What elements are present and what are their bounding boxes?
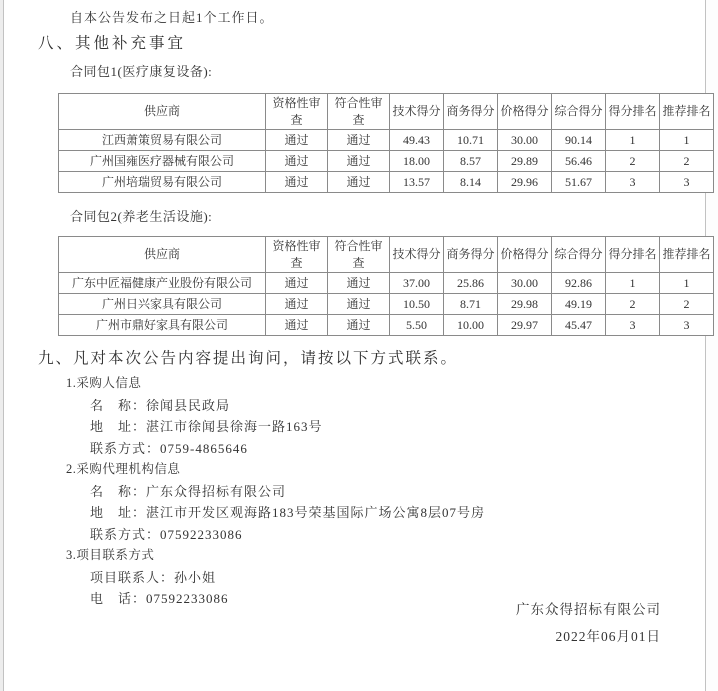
table-cell: 5.50	[390, 315, 444, 336]
purchaser-info-block	[4, 373, 705, 459]
column-header: 得分排名	[606, 94, 660, 130]
table-cell: 通过	[328, 172, 390, 193]
supplier-name-cell: 广州培瑞贸易有限公司	[59, 172, 266, 193]
column-header: 商务得分	[444, 94, 498, 130]
signature-block	[516, 596, 661, 650]
agency-address-line	[90, 502, 705, 524]
signature-org: 广东众得招标有限公司	[516, 602, 661, 617]
package-2-label: 合同包2(养老生活设施):	[70, 209, 213, 224]
table-cell: 通过	[328, 315, 390, 336]
table-cell: 29.96	[498, 172, 552, 193]
column-header: 符合性审查	[328, 94, 390, 130]
table-cell: 2	[606, 151, 660, 172]
column-header: 技术得分	[390, 237, 444, 273]
supplier-name-cell: 江西萧策贸易有限公司	[59, 130, 266, 151]
table-cell: 37.00	[390, 273, 444, 294]
table-cell: 25.86	[444, 273, 498, 294]
document-page	[3, 0, 711, 691]
field-label: 名 称：	[90, 483, 147, 499]
field-label: 地 址：	[90, 419, 147, 434]
agency-phone-line	[90, 524, 705, 546]
table-cell: 90.14	[552, 130, 606, 151]
column-header: 资格性审查	[266, 94, 328, 130]
table-cell: 51.67	[552, 172, 606, 193]
table-cell: 3	[660, 315, 714, 336]
section-8-heading: 八、其他补充事宜	[38, 35, 187, 52]
field-value: 07592233086	[146, 591, 229, 606]
agency-name-line	[90, 481, 705, 503]
table-cell: 2	[660, 294, 714, 315]
field-value: 孙小姐	[174, 569, 217, 585]
table-cell: 通过	[266, 294, 328, 315]
field-label: 名 称：	[90, 397, 147, 413]
column-header: 推荐排名	[660, 94, 714, 130]
table-cell: 29.89	[498, 151, 552, 172]
supplier-name-cell: 广东中匠福健康产业股份有限公司	[59, 273, 266, 294]
field-label: 联系方式：	[90, 440, 161, 456]
table-cell: 10.50	[390, 294, 444, 315]
table-cell: 49.43	[390, 130, 444, 151]
table-cell: 3	[660, 172, 714, 193]
field-value: 徐闻县民政局	[146, 397, 231, 413]
column-header: 价格得分	[498, 94, 552, 130]
supplier-name-cell: 广州市鼎好家具有限公司	[59, 315, 266, 336]
table-row	[59, 273, 714, 294]
package-1-score-table	[58, 93, 714, 193]
table-cell: 49.19	[552, 294, 606, 315]
column-header: 供应商	[59, 94, 266, 130]
table-cell: 30.00	[498, 273, 552, 294]
purchaser-address-line	[90, 416, 705, 438]
section-9-heading: 九、凡对本次公告内容提出询问，请按以下方式联系。	[38, 350, 459, 367]
table-cell: 8.14	[444, 172, 498, 193]
table-row	[59, 130, 714, 151]
table-cell: 1	[660, 130, 714, 151]
table-cell: 通过	[266, 130, 328, 151]
table-cell: 8.71	[444, 294, 498, 315]
supplier-name-cell: 广州日兴家具有限公司	[59, 294, 266, 315]
package-2-score-table	[58, 236, 714, 336]
field-label: 电 话：	[90, 591, 147, 606]
column-header: 推荐排名	[660, 237, 714, 273]
column-header: 供应商	[59, 237, 266, 273]
column-header: 符合性审查	[328, 237, 390, 273]
table-cell: 30.00	[498, 130, 552, 151]
table-row	[59, 151, 714, 172]
table-cell: 2	[606, 294, 660, 315]
table-cell: 1	[660, 273, 714, 294]
field-label: 联系方式：	[90, 526, 161, 542]
package-1-label: 合同包1(医疗康复设备):	[70, 64, 213, 79]
table-cell: 10.00	[444, 315, 498, 336]
column-header: 商务得分	[444, 237, 498, 273]
header-row	[59, 237, 714, 273]
table-cell: 通过	[328, 130, 390, 151]
table-cell: 1	[606, 130, 660, 151]
field-label: 地 址：	[90, 505, 147, 520]
table-cell: 29.97	[498, 315, 552, 336]
project-contact-person-line	[90, 567, 705, 589]
table-cell: 45.47	[552, 315, 606, 336]
purchaser-phone-line	[90, 438, 705, 460]
table-cell: 通过	[266, 315, 328, 336]
table-cell: 29.98	[498, 294, 552, 315]
table-cell: 通过	[328, 151, 390, 172]
table-cell: 1	[606, 273, 660, 294]
table-row	[59, 172, 714, 193]
table-cell: 92.86	[552, 273, 606, 294]
agency-info-heading: 2.采购代理机构信息	[66, 462, 181, 476]
table-cell: 18.00	[390, 151, 444, 172]
column-header: 技术得分	[390, 94, 444, 130]
table-cell: 2	[660, 151, 714, 172]
field-value: 广东众得招标有限公司	[146, 483, 287, 499]
table-cell: 通过	[266, 273, 328, 294]
field-value: 湛江市开发区观海路183号荣基国际广场公寓8层07号房	[146, 505, 486, 520]
notice-validity-text: 自本公告发布之日起1个工作日。	[70, 10, 274, 25]
table-row	[59, 294, 714, 315]
table-cell: 13.57	[390, 172, 444, 193]
table-cell: 3	[606, 172, 660, 193]
field-value: 湛江市徐闻县徐海一路163号	[146, 419, 323, 434]
column-header: 价格得分	[498, 237, 552, 273]
column-header: 得分排名	[606, 237, 660, 273]
table-cell: 3	[606, 315, 660, 336]
purchaser-info-heading: 1.采购人信息	[66, 376, 142, 390]
project-contact-heading: 3.项目联系方式	[66, 548, 155, 562]
supplier-name-cell: 广州国雍医疗器械有限公司	[59, 151, 266, 172]
column-header: 资格性审查	[266, 237, 328, 273]
table-cell: 通过	[266, 172, 328, 193]
purchaser-name-line	[90, 395, 705, 417]
table-cell: 56.46	[552, 151, 606, 172]
field-value: 07592233086	[160, 526, 243, 542]
signature-date: 2022年06月01日	[555, 629, 661, 644]
agency-info-block	[4, 459, 705, 545]
table-row	[59, 315, 714, 336]
header-row	[59, 94, 714, 130]
field-label: 项目联系人：	[90, 569, 175, 585]
contact-info-section	[4, 373, 705, 610]
column-header: 综合得分	[552, 237, 606, 273]
table-cell: 通过	[266, 151, 328, 172]
field-value: 0759-4865646	[160, 440, 248, 456]
table-cell: 通过	[328, 294, 390, 315]
table-cell: 10.71	[444, 130, 498, 151]
column-header: 综合得分	[552, 94, 606, 130]
table-cell: 通过	[328, 273, 390, 294]
table-cell: 8.57	[444, 151, 498, 172]
